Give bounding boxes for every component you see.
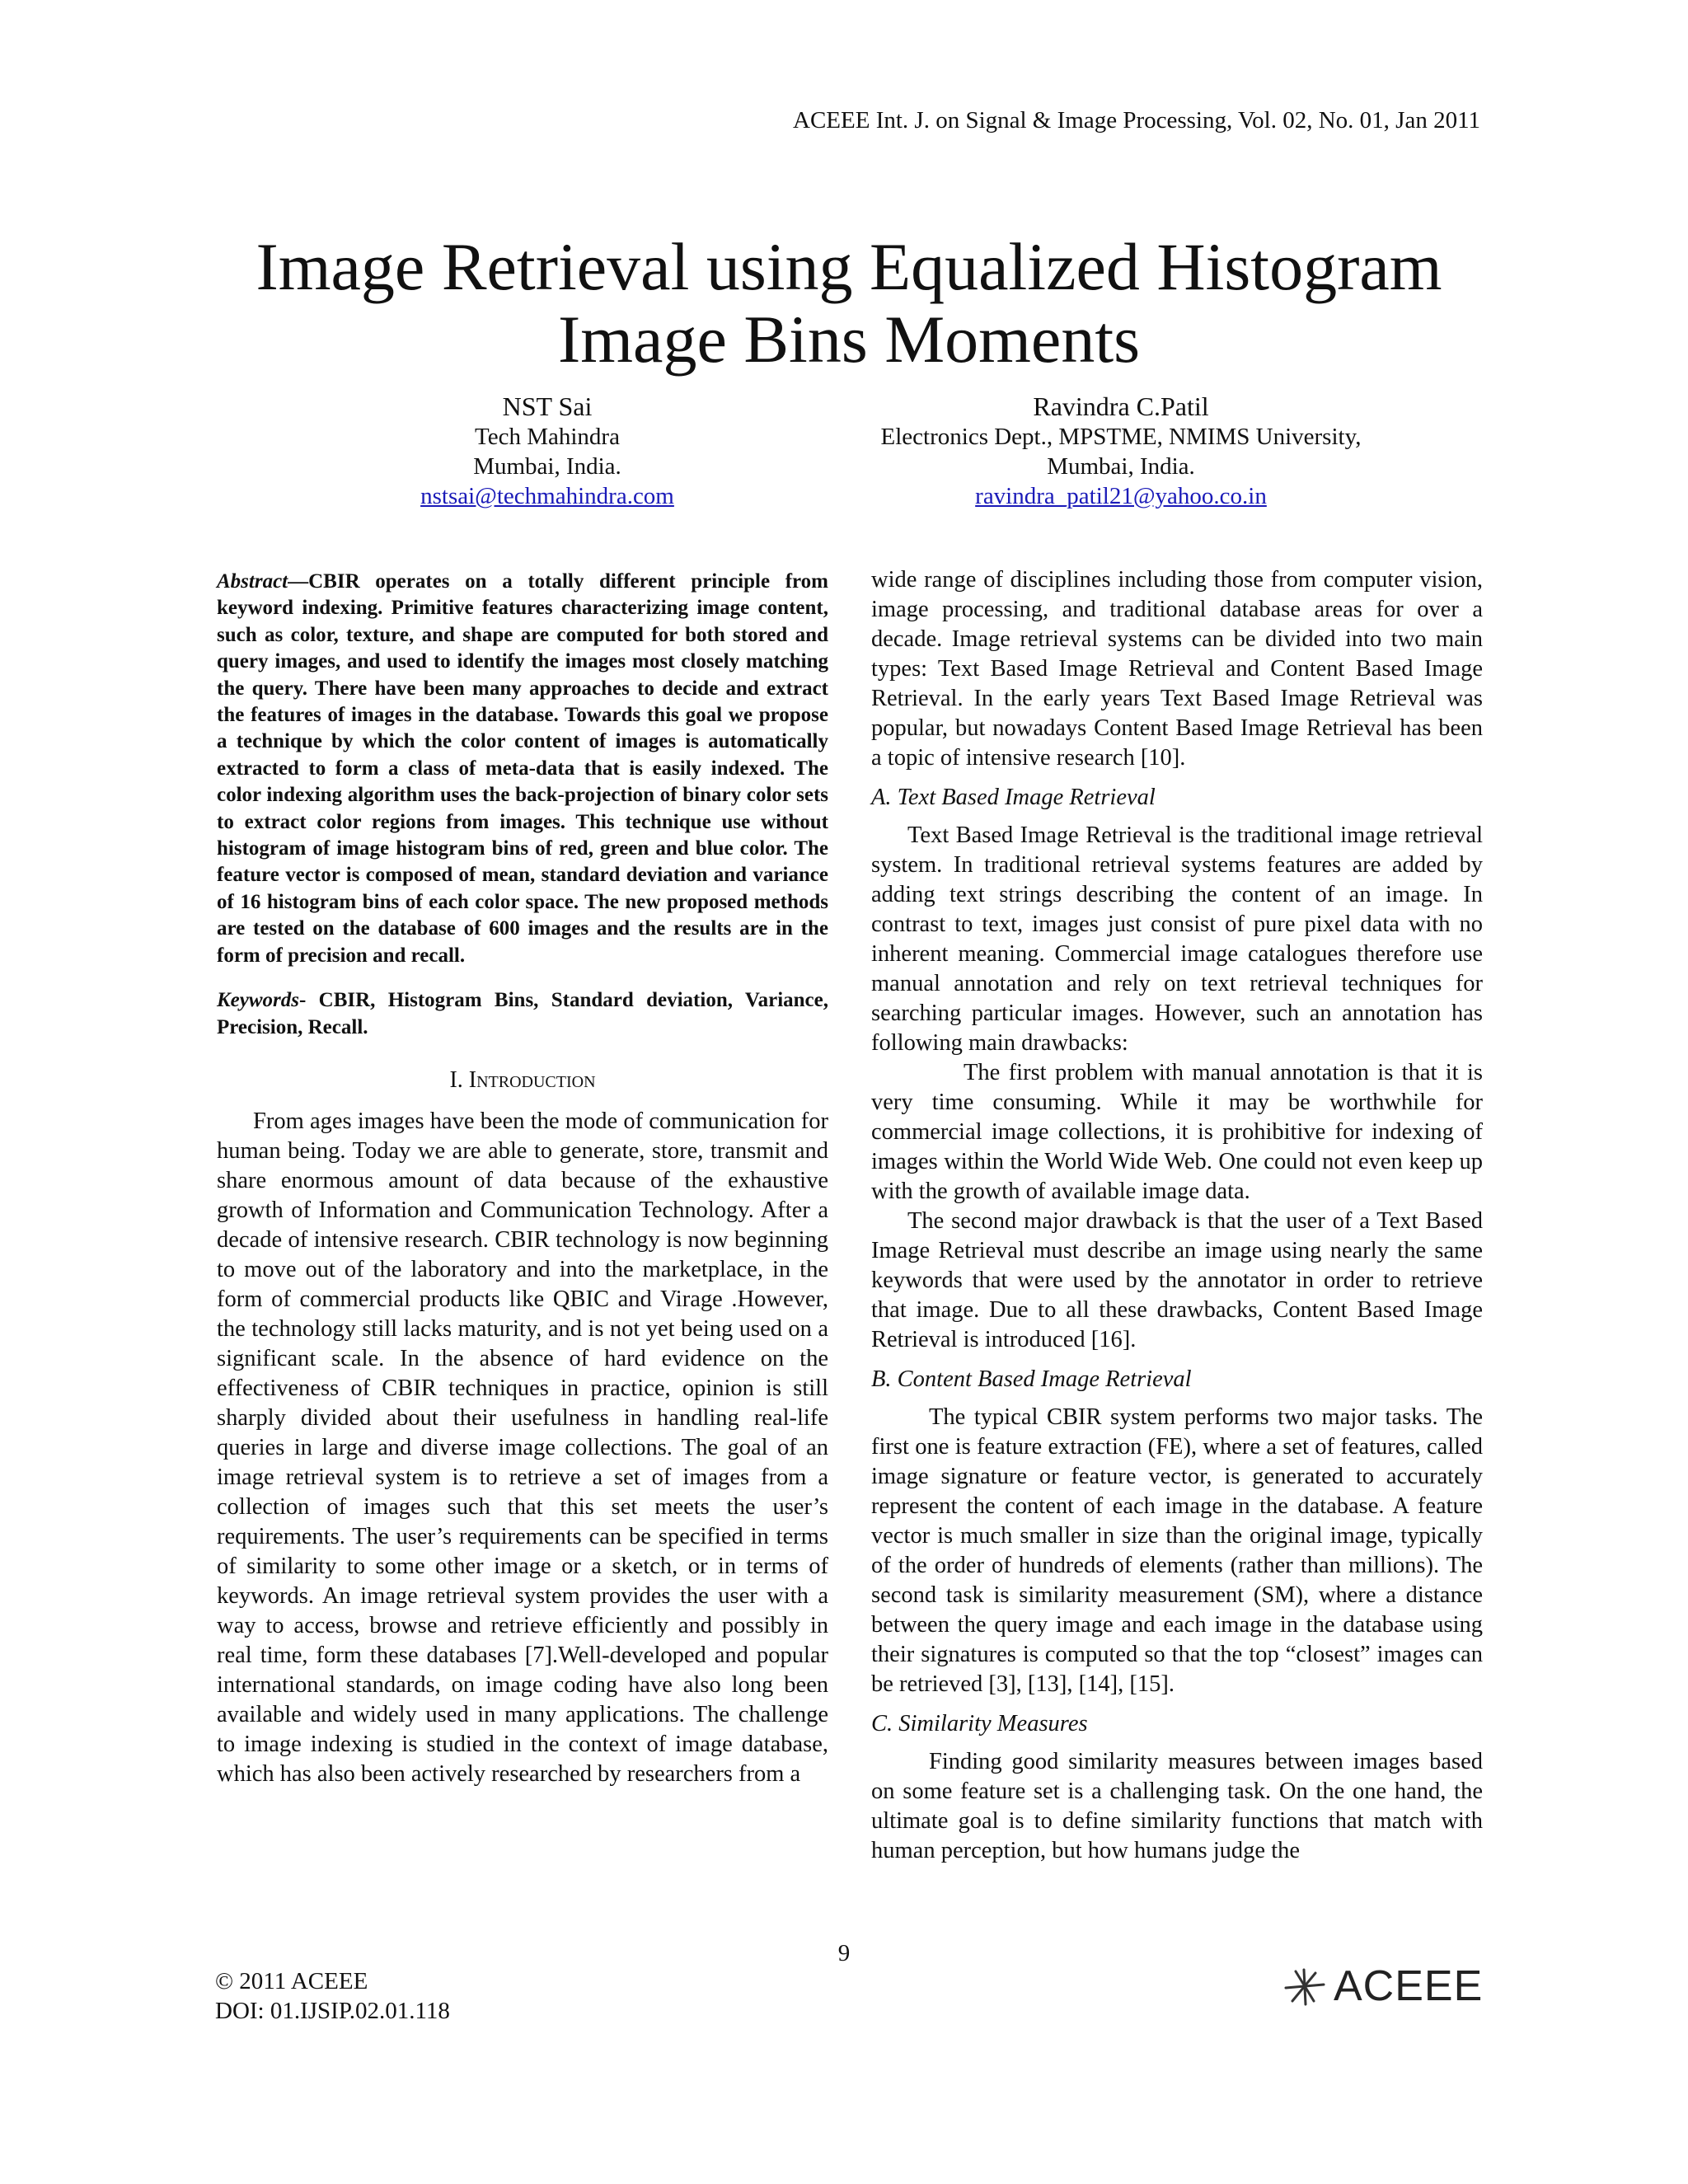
author-1 [341, 391, 753, 511]
paper-title: Image Retrieval using Equalized Histogram Image Bins Moments [256, 229, 1442, 377]
author-affiliation: Electronics Dept., MPSTME, NMIMS University, [880, 424, 1362, 450]
logo-wordmark: ACEEE [1334, 1962, 1484, 2010]
aceee-logo [1281, 1961, 1483, 2011]
author-email-link[interactable]: ravindra_patil21@yahoo.co.in [975, 483, 1267, 509]
section-title: Introduction [468, 1066, 596, 1093]
keywords [217, 987, 828, 1041]
section-heading-introduction [217, 1066, 828, 1095]
author-name: NST Sai [502, 391, 593, 421]
doi: DOI: 01.IJSIP.02.01.118 [215, 1998, 450, 2024]
section-number: I. [449, 1066, 469, 1093]
introduction-continuation: wide range of disciplines including those from computer vision, image processing, and traditional database areas for over a decade. Image retrieval systems can be divided into two main types: Text Based Image Retrieval and Content Based Image Retrieval. In the early years Text Based Image Retrieval was popular, but nowadays Content Based Image Retrieval has been a topic of intensive research [10]. [871, 567, 1483, 771]
subsection-heading-b: B. Content Based Image Retrieval [871, 1366, 1192, 1392]
introduction-paragraph: From ages images have been the mode of communication for human being. Today we are able to generate, store, transmit and share enormous amount of data because of the exhaustive growth of Information and Communication Technology. After a decade of intensive research. CBIR technology is now beginning to move out of the laboratory and into the marketplace, in the form of commercial products like QBIC and Virage .However, the technology still lacks maturity, and is not yet being used on a significant scale. In the absence of hard evidence on the effectiveness of CBIR techniques in practice, opinion is still sharply divided about their usefulness in handling real-life queries in large and diverse image collections. The goal of an image retrieval system is to retrieve a set of images from a collection of images such that this set meets the user’s requirements. The user’s requirements can be specified in terms of similarity to some other image or a sketch, or in terms of keywords. An image retrieval system provides the user with a way to access, browse and retrieve efficiently and possibly in real time, form these databases [7].Well-developed and popular international standards, on image coding have also long been available and widely used in many applications. The challenge to image indexing is studied in the context of image database, which has also been actively researched by researchers from a [217, 1108, 828, 1787]
subsection-heading-c: C. Similarity Measures [871, 1711, 1088, 1736]
keywords-lead: Keywords [217, 989, 299, 1012]
copyright: © 2011 ACEEE [215, 1968, 368, 1994]
subsection-heading-a: A. Text Based Image Retrieval [871, 785, 1156, 810]
author-affiliation: Tech Mahindra [475, 424, 620, 450]
abstract-lead: Abstract [217, 570, 288, 593]
journal-header: ACEEE Int. J. on Signal & Image Processing, Vol. 02, No. 01, Jan 2011 [793, 107, 1480, 134]
author-location: Mumbai, India. [473, 453, 621, 480]
author-email-link[interactable]: nstsai@techmahindra.com [420, 483, 674, 509]
subsection-c-paragraph-1: Finding good similarity measures between images based on some feature set is a challenging task. On the one hand, the ultimate goal is to define similarity functions that match with human perception, but how humans judge the [871, 1749, 1483, 1863]
author-location: Mumbai, India. [1047, 453, 1195, 480]
left-column [217, 569, 828, 1789]
right-column [871, 565, 1483, 1866]
page-number: 9 [837, 1940, 851, 1966]
abstract-text: —CBIR operates on a totally different principle from keyword indexing. Primitive features characterizing image content, such as color, texture, and shape are computed for both stored and query images, and used to identify the images most closely matching the query. There have been many approaches to decide and extract the features of images in the database. Towards this goal we propose a technique by which the color content of images is automatically extracted to form a class of meta-data that is easily indexed. The color indexing algorithm uses the back-projection of binary color sets to extract color regions from images. This technique use without histogram of image histogram bins of red, green and blue color. The feature vector is composed of mean, standard deviation and variance of 16 histogram bins of each color space. The new proposed methods are tested on the database of 600 images and the results are in the form of precision and recall. [217, 570, 828, 967]
aceee-star-logo-icon [1281, 1966, 1329, 2006]
footer-info [215, 1966, 450, 2026]
author-name: Ravindra C.Patil [1033, 391, 1209, 421]
author-2 [874, 391, 1368, 511]
subsection-a-paragraph-3: The second major drawback is that the user of a Text Based Image Retrieval must describe an image using nearly the same keywords that were used by the annotator in order to retrieve that image. Due to all these drawbacks, Content Based Image Retrieval is introduced [16]. [871, 1208, 1483, 1352]
subsection-b-paragraph-1: The typical CBIR system performs two major tasks. The first one is feature extraction (FE), where a set of features, called image signature or feature vector, is generated to accurately represent the content of each image in the database. A feature vector is much smaller in size than the original image, typically of the order of hundreds of elements (rather than millions). The second task is similarity measurement (SM), where a distance between the query image and each image in the database using their signatures is computed so that the top “closest” images can be retrieved [3], [13], [14], [15]. [871, 1404, 1483, 1697]
subsection-a-paragraph-2: The first problem with manual annotation is that it is very time consuming. While it may be worthwhile for commercial image collections, it is prohibitive for indexing of images within the World Wide Web. One could not even keep up with the growth of available image data. [871, 1060, 1483, 1204]
abstract [217, 569, 828, 969]
subsection-a-paragraph-1: Text Based Image Retrieval is the traditional image retrieval system. In traditional retrieval systems features are added by adding text strings describing the content of an image. In contrast to text, images just consist of pure pixel data with no inherent meaning. Commercial image catalogues therefore use manual annotation and rely on text retrieval techniques for searching particular images. However, such an annotation has following main drawbacks: [871, 823, 1483, 1056]
keywords-text: - CBIR, Histogram Bins, Standard deviation, Variance, Precision, Recall. [217, 989, 828, 1038]
